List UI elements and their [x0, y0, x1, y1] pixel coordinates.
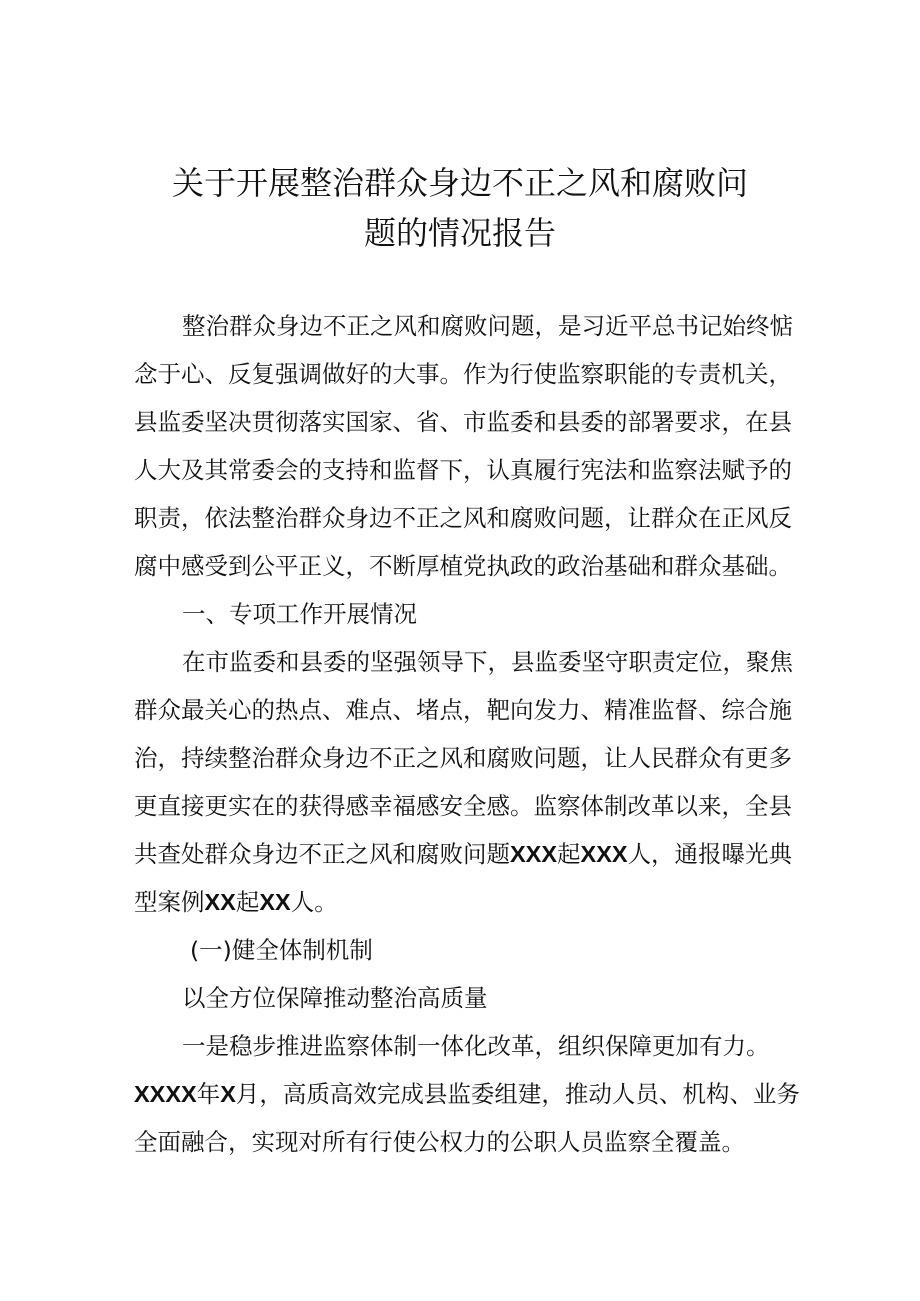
paragraph-1-line-1: 整治群众身边不正之风和腐败问题，是习近平总书记始终惦	[182, 312, 793, 340]
paragraph-2-line-6	[134, 887, 338, 917]
line-text-year: 年	[196, 1080, 221, 1108]
paragraph-3-line-3: 全面融合，实现对所有行使公权力的公职人员监察全覆盖。	[134, 1128, 745, 1156]
paragraph-2-line-5	[134, 839, 792, 869]
subsection-heading-1: (一)健全体制机制	[190, 936, 373, 964]
paragraph-2-line-4: 更直接更实在的获得感幸福感安全感。监察体制改革以来，全县	[134, 792, 792, 820]
paragraph-3-line-2	[134, 1079, 800, 1109]
document-title	[120, 158, 800, 258]
line-5-text-a: 共查处群众身边不正之风和腐败问题	[134, 840, 510, 868]
title-line-2: 题的情况报告	[363, 214, 556, 252]
line-5-text-c: 起	[557, 840, 581, 868]
line-6-text-a: 型案例	[134, 888, 205, 916]
line-5-text-e: 人，通报曝光典	[627, 840, 793, 868]
placeholder-year: XXXX	[134, 1081, 197, 1107]
line-6-text-e: 人。	[290, 888, 338, 916]
paragraph-1-line-5: 职责，依法整治群众身边不正之风和腐败问题，让群众在正风反	[134, 504, 792, 532]
title-line-1: 关于开展整治群众身边不正之风和腐败问	[171, 164, 748, 202]
subsection-heading-1-continued: 以全方位保障推动整治高质量	[182, 984, 488, 1012]
paragraph-3-line-1: 一是稳步推进监察体制一体化改革，组织保障更加有力。	[182, 1032, 770, 1060]
placeholder-typical-people: XX	[259, 889, 291, 915]
paragraph-2-line-2: 群众最关心的热点、难点、堵点，靶向发力、精准监督、综合施	[134, 696, 792, 724]
paragraph-1-line-3: 县监委坚决贯彻落实国家、省、市监委和县委的部署要求，在县	[134, 408, 792, 436]
placeholder-count-cases: XXX	[510, 841, 558, 867]
placeholder-month: X	[220, 1081, 236, 1107]
paragraph-2-line-1: 在市监委和县委的坚强领导下，县监委坚守职责定位，聚焦	[182, 648, 793, 676]
placeholder-typical-cases: XX	[204, 889, 236, 915]
paragraph-1-line-6: 腐中感受到公平正义，不断厚植党执政的政治基础和群众基础。	[134, 552, 792, 580]
placeholder-count-people: XXX	[580, 841, 628, 867]
paragraph-2-line-3: 治，持续整治群众身边不正之风和腐败问题，让人民群众有更多	[134, 744, 792, 772]
section-heading-1: 一、专项工作开展情况	[182, 600, 417, 628]
line-6-text-c: 起	[235, 888, 260, 916]
line-text-rest: 月，高质高效完成县监委组建，推动人员、机构、业务	[235, 1080, 800, 1108]
paragraph-1-line-4: 人大及其常委会的支持和监督下，认真履行宪法和监察法赋予的	[134, 456, 792, 484]
paragraph-1-line-2: 念于心、反复强调做好的大事。作为行使监察职能的专责机关，	[134, 360, 792, 388]
